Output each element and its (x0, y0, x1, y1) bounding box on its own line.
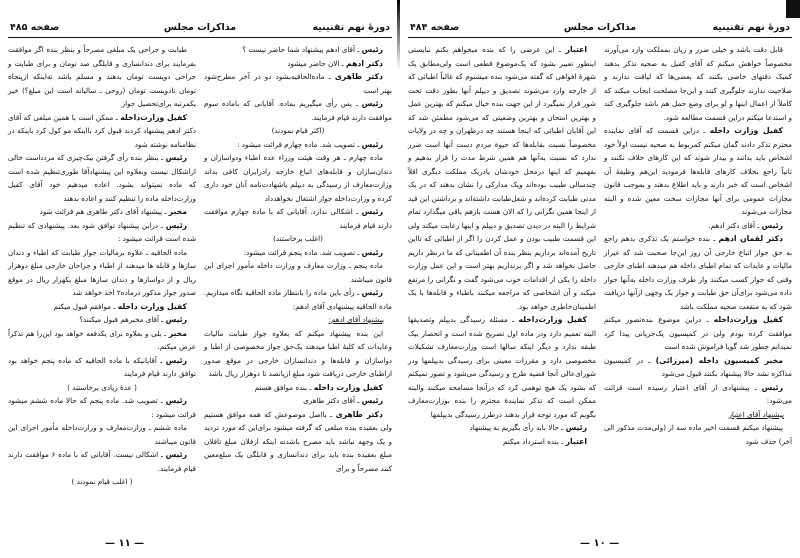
speaker-paragraph: اعتبار ـ این عرضی را که بنده میخواهم بکنم نبایستی اینطور تعبیر بشود که یک‌موضوع قطعی است ولی‌مطابق یک شهرهٔ افواهی که گفته می‌شود بنده میشنوم که غالباً اطبائی که از خارجه وارد می‌شوند تصدیق و دیپلم آنها بطور دقت تحت شور قرار نمیگیرد از این جهت بنده خیال میکنم که بهترین عمل و بهترین امتحان و بهترین وضعیتی که می‌شود مطمئن شد که این آقایان اطبائی که اینجا هستند چه درطهران و چه در ولایات مخصوصاً نسبت بقابله‌ها که حیوة مردم دست آنها است ضرر ندارد که نسبت به‌آنها هم همین شرط مدت را قرار بدهیم و بفهمیم که اینها درمحل خودشان یادریک مملکت دیگری اقلاً چندسالی طبیب بوده‌اند ویک مدارکی را نشان بدهند که در یک مدتی طبابت کرده‌اند و شغل‌طبابت داشته‌اند و برداشتن این قید از اینجا همین نگرانی را که الان هست بازهم باقی میگذارد تمام شرایط را البته در دیدن تصدیق و دیپلم و اینها رعایت میکند ولی این قسمت طبیب بودن و عمل کردن را اگر از اطبائی که تااین تاریخ آمده‌اند برداریم بنظر بنده آن اطمینانی که ما درنظر داریم حاصل نخواهد شد و اگر برنداریم بهتر است و این عمل وزارت داخله را یکی از اقدامات خوب می‌شود گفت و نگرانی را مرتفع میکند و آن اشخاصی که مراجعه میکنند باطباء و قابله‌ها با یک اطمینان‌خاطری خواهد بود. (408, 45, 596, 311)
speaker-name: رئیس (361, 247, 383, 257)
speaker-paragraph: رئیس ـ تصویب شد. ماده پنجم که حالا ماده ششم میشود قرائت میشود : (8, 396, 196, 419)
paragraph-text: ماده چهارم ـ هر وقت هیئت وزراء عده اطباء ودواسازان و دندان‌سازان و قابله‌های اتباع خارجه رادرایران کافی بداند وزارت‌معارف از رسیدگی به دیپلم یاشهادت‌نامه آنان خود داری کرده و وزارت‌داخله جواز اشتغال نخواهدداد (204, 153, 392, 203)
speaker-name: رئیس (165, 450, 187, 459)
speaker-paragraph: مخبر ـ بلی و بعلاوه برای یکدفعه خواهد بود این‌را هم تذکراً عرض میکنم. (8, 328, 196, 351)
paragraph-text: ماده ششم ـ وزارت‌معارف و وزارت‌داخله مأمور اجرای این قانون میباشند (8, 423, 196, 446)
paragraph-text: حالا باید رأی بگیریم به پیشنهاد (469, 423, 559, 432)
speaker-name: رئیس (361, 99, 383, 108)
paragraph-text: الان حاضر میشود (287, 58, 340, 68)
speaker-paragraph: رئیس ـ تصویب شد. ماده چهارم قرائت میشود : (237, 139, 383, 149)
speaker-name: کفیل وزارت‌داخله (713, 315, 783, 324)
speaker-paragraph: کفیل وزارت‌داخله ـ ممکن است با همین مبلغی که آقای دکتر ادهم پیشنهاد کردند قبول کرد بااینکه مو کول کرد باینکه در نظامنامه نوشته شود (8, 112, 196, 149)
page-header (8, 22, 392, 38)
speaker-name: دکتر ادهم (346, 58, 383, 68)
paragraph-text: ماده الحاقیه ـ علاوه برمالیات جواز طبابت که اطباء و دندان سازها و قابله ها میدهند از اطباء و جراحان خارجی مبلغ دوهزار ریال و از دواسازها و دندان سازها مبلغ یکهزار ریال در موقع صدور جواز مذکور درماده۲ اخذ خواهد شد (8, 247, 196, 297)
speaker-name: کفیل وزارت‌داخله (120, 112, 188, 122)
vote-result-note (8, 381, 196, 395)
column-right (204, 43, 392, 475)
paragraph-text: رأی باین ماده را بانتظار ماده الحاقیه نگاه میداریم. ماده الحاقیه پیشنهادی آقای ادهم: (204, 288, 392, 311)
speaker-paragraph: دکتر ادهم ـ الان حاضر میشود (287, 58, 383, 68)
speaker-name: رئیس (361, 207, 383, 216)
paragraph-text: ماده‌الحاقیه‌بشود دو در آخر مطرح‌شود بهتر است (204, 72, 392, 95)
column-left (8, 43, 196, 489)
paragraph-text: اشکالی نیست. آقایانی که با ماده ۶ موافقت دارند قیام فرمایند. (8, 450, 196, 473)
text-paragraph (8, 421, 196, 448)
paragraph-text: دراین پیشنهاد توافق شود بعد. پیشنهادی که تنظیم شده است قرائت میشود : (8, 220, 196, 243)
speaker-name: کفیل وزارت داخله (117, 301, 187, 311)
speaker-name: رئیس (361, 139, 383, 149)
page-header (408, 22, 792, 38)
paragraph-text: اشکالی ندارد. آقایانی که با ماده چهارم موافقت دارند قیام فرمایند (204, 207, 392, 230)
speaker-paragraph: مخبر کمیسیون داخله (میرزائی) ـ در کمیسیون مذاکره نشد حالا پیشنهاد بکنند قبول می‌شود (604, 355, 792, 378)
speaker-name: رئیس (761, 220, 783, 230)
page-number-label: صفحه ۴۸۴ (410, 22, 460, 33)
speaker-name: دکتر طاهری (335, 409, 383, 419)
paragraph-text: بلی و بعلاوه برای یکدفعه خواهد بود این‌را هم تذکراً عرض میکنم. (8, 328, 196, 351)
vote-result-note (8, 475, 196, 489)
speaker-paragraph: کفیل وزارت‌داخله ـ دراین موضوع بنده‌تصور میکنم موافقت کرده بودم ولی در کمیسیون یک‌جریانی پیدا کرد نمیدانم چطور شد گویا فراموش شده است (604, 315, 792, 351)
speaker-paragraph: رئیس ـ آقای دکتر ادهم. (708, 220, 783, 230)
speaker-name: کفیل وزارت داخله (709, 126, 783, 135)
speaker-paragraph: رئیس ـ اشکالی نیست. آقایانی که با ماده ۶ موافقت دارند قیام فرمایند. (8, 450, 196, 473)
paragraph-text: مسئله رسیدگی بدیپلم وتصدیقها البته تعمیم دارد ودر ماده اول تصریح شده است و انحصار بیک طبقه ندارد و دیگر اینکه سالها است وزارت‌معارف تشکیلات مخصوصی دارد و مقررات معینی برای رسیدگی بدیپلمها ودر شورای‌عالی آنجا قضیه طرح و رسیدگی می‌شود و تصور نمیکنم که بشود یک هیچ توهمی کرد که درآنجا مسامحه میکنند والبته ممکن است که تذکر نمایندهٔ محترم را بنده بوزارت‌معارف بگویم که مورد توجه قرار بدهند درطرز رسیدگی بدیپلمها (408, 315, 596, 419)
speaker-paragraph: رئیس ـ آقایانیکه با ماده الحاقیه که ماده پنجم خواهد بود توافق دارند قیام فرمایند (8, 355, 196, 378)
speaker-paragraph: رئیس ـ آقای مخبرهم قبول میکنند؟ (79, 315, 187, 324)
speaker-name: دکتر طاهری (334, 72, 383, 81)
speaker-paragraph: مخبر ـ پیشنهاد آقای دکتر طاهری هم قرائت شود (39, 207, 187, 216)
paragraph-text: پیشنهاد میکنم قسمت اخیر ماده سه از (ولی‌مدت مذکور الی آخر) حذف شود (604, 423, 792, 446)
speaker-name: رئیس (361, 396, 383, 405)
paragraph-text: بنده خواستم یک تذکری بدهم راجع به حق جواز اتباع خارجی آن روز این‌جا صحبت شد که غیراز مالیات و عایدات که تمام اطبای داخله هم میدهند اطبای خارجی وقتی که جواز کسب میکنند واز طرف وزارت داخله به‌آنها جواز داده می‌شود برای‌آن حق طبابت و جواز یک وجهی ازآنها دریافت شود که به منفعت صحیه مملکت باشد (604, 234, 792, 311)
speaker-name: رئیس (761, 382, 783, 392)
speaker-paragraph: دکتر لقمان ادهم ـ بنده خواستم یک تذکری بدهم راجع به حق جواز اتباع خارجی آن روز این‌جا صحبت شد که غیراز مالیات و عایدات که تمام اطبای داخله هم میدهند اطبای خارجی وقتی که جواز کسب میکنند واز طرف وزارت داخله به‌آنها جواز داده می‌شود برای‌آن حق طبابت و جواز یک وجهی ازآنها دریافت شود که به منفعت صحیه مملکت باشد (604, 234, 792, 311)
speaker-paragraph: کفیل وزارت داخله ـ موافقم قبول میکنم (53, 301, 187, 311)
proposal-heading (604, 408, 792, 422)
paragraph-text: پیشنهادی از آقای اعتبار رسیده است قرائت می‌شود: (604, 382, 792, 405)
paragraph-text: پیشنهاد آقای ادهم: (328, 315, 384, 324)
speaker-name: رئیس (565, 423, 587, 432)
paragraph-text: ( عدهٔ زیادی برخاستند ) (67, 382, 137, 392)
speaker-name: رئیس (361, 288, 383, 297)
vote-result-note (204, 124, 392, 138)
speaker-paragraph: رئیس ـ آقای ادهم پیشنهاد شما حاضر نیست ؟ (242, 45, 383, 54)
speaker-paragraph: رئیس ـ دراین پیشنهاد توافق شود بعد. پیشنهادی که تنظیم شده است قرائت میشود : (8, 220, 196, 243)
scan-edge-mark (786, 0, 800, 18)
speaker-name: رئیس (165, 315, 187, 324)
session-label: دورهٔ نهم تقنینیه (712, 22, 790, 33)
text-paragraph (604, 421, 792, 448)
paragraph-text: بنده موافق هستم (254, 382, 308, 392)
text-paragraph (8, 43, 196, 111)
text-paragraph (204, 259, 392, 286)
speaker-paragraph: رئیس ـ رأی باین ماده را بانتظار ماده الحاقیه نگاه میداریم. ماده الحاقیه پیشنهادی آقای ادهم: (204, 288, 392, 311)
paragraph-text: تصویب شد. ماده چهارم قرائت میشود : (237, 139, 355, 149)
speaker-paragraph: رئیس ـ اشکالی ندارد. آقایانی که با ماده چهارم موافقت دارند قیام فرمایند (204, 207, 392, 230)
paragraph-text: ماده پنجم ـ وزارت معارف و وزارت داخله مأمور اجرای این قانون میباشند (204, 261, 392, 284)
page-number-label: صفحه ۴۸۵ (10, 22, 60, 33)
session-label: دورهٔ نهم تقنینیه (312, 22, 390, 33)
text-paragraph (204, 327, 392, 381)
speaker-paragraph: کفیل وزارت‌داخله ـ مسئله رسیدگی بدیپلم وتصدیقها البته تعمیم دارد ودر ماده اول تصریح شده است و انحصار بیک طبقه ندارد و دیگر اینکه سالها است وزارت‌معارف تشکیلات مخصوصی دارد و مقررات معینی برای رسیدگی بدیپلمها ودر شورای‌عالی آنجا قضیه طرح و رسیدگی می‌شود و تصور نمیکنم که بشود یک هیچ توهمی کرد که درآنجا مسامحه میکنند والبته ممکن است که تذکر نمایندهٔ محترم را بنده بوزارت‌معارف بگویم که مورد توجه قرار بدهند درطرز رسیدگی بدیپلمها (408, 315, 596, 419)
speaker-name: رئیس (165, 355, 187, 365)
paragraph-text: آقایانیکه با ماده الحاقیه که ماده پنجم خواهد بود توافق دارند قیام فرمایند (8, 355, 196, 378)
speaker-name: کفیل وزارت داخله (313, 382, 383, 392)
speaker-name: کفیل وزارت‌داخله (518, 315, 587, 324)
paragraph-text: دراین موضوع بنده‌تصور میکنم موافقت کرده بودم ولی در کمیسیون یک‌جریانی پیدا کرد نمیدانم چطور شد گویا فراموش شده است (604, 315, 792, 351)
speaker-name: مخبر (168, 207, 187, 216)
speaker-name: اعتبار (565, 436, 587, 446)
speaker-paragraph: دکتر طاهری ـ بااصل موضوعش که همه موافق هستیم ولی بعقیده بنده مبلغی که گرفته میشود برای‌این که مورد تردید و یک وجهه نباشد باید مصرح باشدنه اینکه ازفلان مبلغ تافلان مبلغ بعقیده بنده باید برای دندانسازی و قابلگی یک مبلغ‌معین کنند مصرحاً و برای (204, 409, 392, 473)
paragraph-text: آقای ادهم پیشنهاد شما حاضر نیست ؟ (242, 45, 355, 54)
speaker-name: رئیس (165, 396, 187, 405)
header-title: مذاکرات مجلس (163, 22, 237, 33)
paragraph-text: آقای دکتر طاهری (303, 396, 355, 405)
speaker-paragraph: رئیس ـ پس رأی میگیریم بماده. آقایانی که باماده سوم موافقت دارند قیام فرمایند. (204, 99, 392, 122)
speaker-name: رئیس (165, 153, 187, 162)
speaker-paragraph: رئیس ـ آقای دکتر طاهری (303, 396, 383, 405)
speaker-paragraph: رئیس ـ حالا باید رأی بگیریم به پیشنهاد (469, 423, 587, 432)
paragraph-text: ( اغلب قیام نمودند ) (71, 477, 133, 486)
header-title: مذاکرات مجلس (563, 22, 637, 33)
proposal-heading (204, 313, 392, 327)
paragraph-text: طبابت و جراحی یک مبلغی مصرحاً و بنظر بنده اگر موافقت بفرمایند برای دندانسازی و قابلگی صد تومان و برای طبابت و جراحی دویست تومان بدهند و مسلم باشد نه‌اینکه ازپنجاه تومان تادویست تومان (روحی ـ سالیانه است این مبلغ؟) خیر یکمرتبه برای‌تحصیل جواز (8, 45, 196, 108)
paragraph-text: این بنده پیشنهاد میکنم که بعلاوه جواز طبابت مالیات وعایدات که کلیهٔ اطبا میدهند یک‌حق جواز مخصوصی از اطبا و دواسازان و قابله‌ها و دندانسازان خارجی در موقع صدور ازاطبای خارجی دریافت شود مبلغ ازپانصد تا دوهزار ریال باشد (204, 328, 392, 378)
text-paragraph (604, 43, 792, 124)
paragraph-text: پس رأی میگیریم بماده. آقایانی که باماده سوم موافقت دارند قیام فرمایند. (204, 99, 392, 122)
column-right (604, 43, 792, 448)
text-paragraph (204, 151, 392, 205)
speaker-paragraph: رئیس ـ پیشنهادی از آقای اعتبار رسیده است قرائت می‌شود: (604, 382, 792, 405)
speaker-name: مخبر (168, 328, 187, 338)
speaker-paragraph: رئیس ـ بنظر بنده رأی گرفتن بیک‌چیزی که مردداست خالی ازاشکال نیست وبعلاوه این پیشنهادآقا طوری‌تنظیم شده است که ماده نمیتواند بشود. اعاده میدهیم خود آقای کفیل وزارت‌داخله ماده را تنظیم کنند و اعاده بدهند (8, 153, 196, 203)
paragraph-text: قابل دقت باشد و خیلی ضرر و زیان بمملکت وارد می‌آورند مخصوصاً خواهش میکنم که آقای کفیل به صحیه تذکر بدهند کمیک دقتهای خاصی بکنند که بعضی‌ها که لیاقت ندارند و صلاحیت ندارند جلوگیری کنند و این‌جا مصلحت ایجاب میکند که کاملاً از اعمال اینها و لو برای وضع حمل هم باشد جلوگیری کند و استدعا میکنم دراین قسمت مطالعه شود. (604, 45, 792, 122)
speaker-paragraph: اعتبار ـ بنده استرداد میکنم (503, 436, 587, 446)
speaker-name: رئیس (361, 45, 383, 54)
paragraph-text: (اکثر قیام نمودند) (271, 126, 325, 135)
speaker-paragraph: رئیس ـ تصویب شد. ماده پنجم قرائت میشود: (243, 247, 383, 257)
page-footer-number: — ۱۰ — (580, 538, 620, 549)
paragraph-text: پیشنهاد آقای دکتر طاهری هم قرائت شود (39, 207, 163, 216)
speaker-name: مخبر کمیسیون داخله (میرزائی) (655, 355, 783, 365)
paragraph-text: بنده استرداد میکنم (503, 436, 559, 446)
paragraph-text: بنظر بنده رأی گرفتن بیک‌چیزی که مردداست خالی ازاشکال نیست وبعلاوه این پیشنهادآقا طوری‌تنظیم شده است که ماده نمیتواند بشود. اعاده میدهیم خود آقای کفیل وزارت‌داخله ماده را تنظیم کنند و اعاده بدهند (8, 153, 196, 203)
speaker-name: رئیس (165, 220, 188, 230)
paragraph-text: آقای مخبرهم قبول میکنند؟ (79, 315, 159, 324)
speaker-paragraph: کفیل وزارت داخله ـ بنده موافق هستم (254, 382, 383, 392)
paragraph-text: ممکن است با همین مبلغی که آقای دکتر ادهم پیشنهاد کردند قبول کرد بااینکه مو کول کرد باینکه در نظامنامه نوشته شود (8, 112, 196, 149)
speaker-name: دکتر لقمان ادهم (718, 234, 783, 243)
speaker-name: اعتبار (565, 45, 587, 54)
paragraph-text: تصویب شد. ماده پنجم که حالا ماده ششم میشود قرائت میشود : (8, 396, 196, 419)
paragraph-text: بااصل موضوعش که همه موافق هستیم ولی بعقیده بنده مبلغی که گرفته میشود برای‌این که مورد تردید و یک وجهه نباشد باید مصرح باشدنه اینکه ازفلان مبلغ تافلان مبلغ بعقیده بنده باید برای دندانسازی و قابلگی یک مبلغ‌معین کنند مصرحاً و برای (204, 409, 392, 473)
page-footer-number: — ۱۱ — (105, 538, 145, 549)
vote-result-note (204, 232, 392, 246)
paragraph-text: دراین قسمت که آقای نماینده محترم تذکر دادند گمان میکنم کمربوط به صحیه نیست اولاً خود اشخاص باید بدانند و بیدار شوند که این کارهای خلاف نکنند و ثانیاً راجع بخلاف کارهای قابله‌ها فرمودید این‌هم وظیفهٔ آن اشخاص است که خبر دارند و باید اطلاع بدهند و بموجب قانون مجازات عمومی برای آنها مجازات سخت معین شده و البته مجازات می‌شوند (604, 126, 792, 216)
paragraph-text: در کمیسیون مذاکره نشد حالا پیشنهاد بکنند قبول می‌شود (604, 355, 792, 378)
column-left (408, 43, 596, 448)
text-paragraph (8, 246, 196, 300)
paragraph-text: (اغلب برخاستند) (273, 234, 323, 243)
page-484 (400, 0, 800, 558)
paragraph-text: پیشنهاد آقای اعتبار (728, 409, 784, 419)
speaker-paragraph: کفیل وزارت داخله ـ دراین قسمت که آقای نماینده محترم تذکر دادند گمان میکنم کمربوط به صحیه نیست اولاً خود اشخاص باید بدانند و بیدار شوند که این کارهای خلاف نکنند و ثانیاً راجع بخلاف کارهای قابله‌ها فرمودید این‌هم وظیفهٔ آن اشخاص است که خبر دارند و باید اطلاع بدهند و بموجب قانون مجازات عمومی برای آنها مجازات سخت معین شده و البته مجازات می‌شوند (604, 126, 792, 216)
paragraph-text: تصویب شد. ماده پنجم قرائت میشود: (243, 247, 355, 257)
paragraph-text: موافقم قبول میکنم (53, 301, 112, 311)
speaker-paragraph: دکتر طاهری ـ ماده‌الحاقیه‌بشود دو در آخر مطرح‌شود بهتر است (204, 72, 392, 95)
paragraph-text: این عرضی را که بنده میخواهم بکنم نبایستی اینطور تعبیر بشود که یک‌موضوع قطعی است ولی‌مطابق یک شهرهٔ افواهی که گفته می‌شود بنده میشنوم که غالباً اطبائی که از خارجه وارد می‌شوند تصدیق و دیپلم آنها بطور دقت تحت شور قرار نمیگیرد از این جهت بنده خیال میکنم که بهترین عمل و بهترین امتحان و بهترین وضعیتی که می‌شود مطمئن شد که این آقایان اطبائی که اینجا هستند چه درطهران و چه در ولایات مخصوصاً نسبت بقابله‌ها که حیوة مردم دست آنها است ضرر ندارد که نسبت به‌آنها هم همین شرط مدت را قرار بدهیم و بفهمیم که اینها درمحل خودشان یادریک مملکت دیگری اقلاً چندسالی طبیب بوده‌اند ویک مدارکی را نشان بدهند که در یک مدتی طبابت کرده‌اند و شغل‌طبابت داشته‌اند و برداشتن این قید از اینجا همین نگرانی را که الان هست بازهم باقی میگذارد تمام شرایط را البته در دیدن تصدیق و دیپلم و اینها رعایت میکند ولی این قسمت طبیب بودن و عمل کردن را اگر از اطبائی که تااین تاریخ آمده‌اند برداریم بنظر بنده آن اطمینانی که ما درنظر داریم حاصل نخواهد شد و اگر برنداریم بهتر است و این عمل وزارت داخله را یکی از اقدامات خوب می‌شود گفت و نگرانی را مرتفع میکند و آن اشخاصی که مراجعه میکنند باطباء و قابله‌ها با یک اطمینان‌خاطری خواهد بود. (408, 45, 596, 311)
paragraph-text: آقای دکتر ادهم. (708, 220, 755, 230)
